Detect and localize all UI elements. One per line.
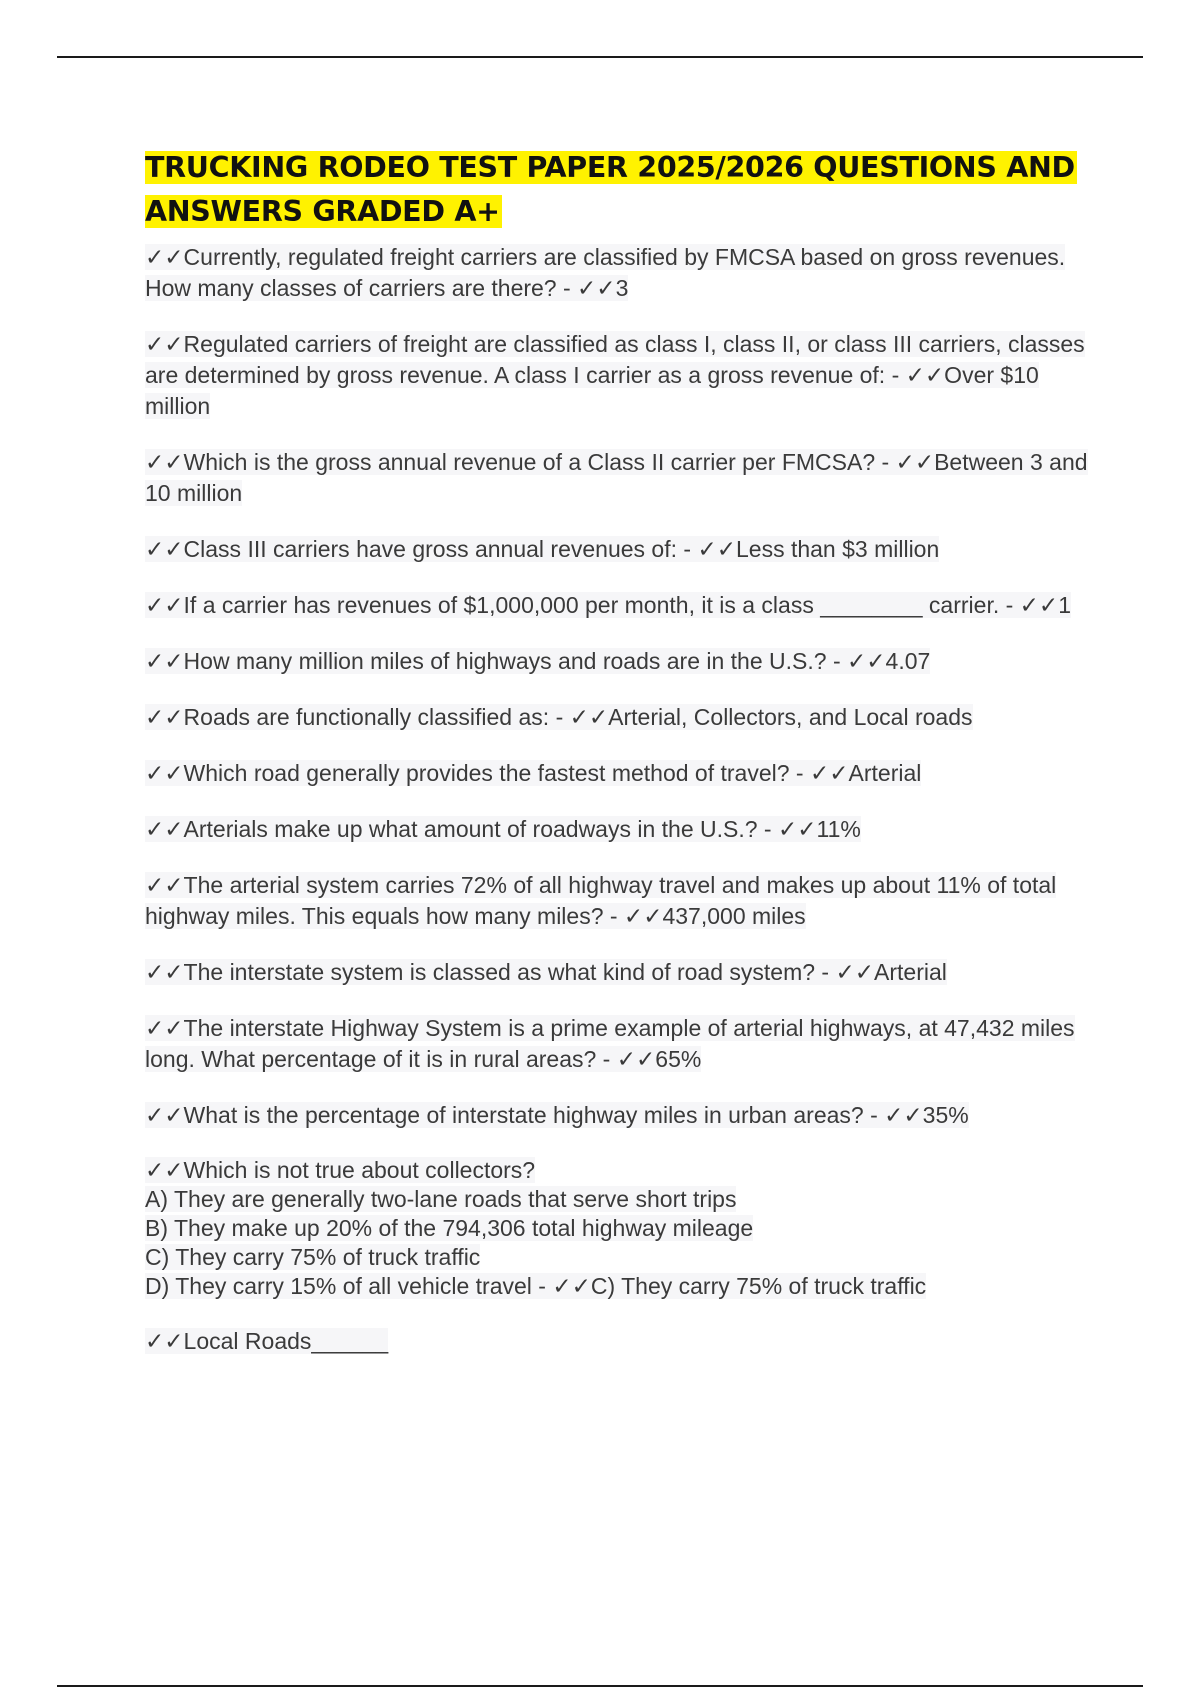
qa-line (145, 1272, 1105, 1301)
bottom-rule (57, 1685, 1143, 1687)
qa-text: ✓✓The interstate Highway System is a prime example of arterial highways, at 47,432 miles long. What percentage of it is in rural areas? - ✓✓65% (145, 1015, 1075, 1072)
choice-a: A) They are generally two-lane roads that serve short trips (145, 1186, 737, 1212)
qa-text: ✓✓How many million miles of highways and roads are in the U.S.? - ✓✓4.07 (145, 648, 931, 674)
document-title (145, 146, 1105, 234)
qa-line (145, 1214, 1105, 1243)
document-title-text: TRUCKING RODEO TEST PAPER 2025/2026 QUESTIONS AND ANSWERS GRADED A+ (145, 151, 1075, 228)
qa-text: ✓✓Currently, regulated freight carriers are classified by FMCSA based on gross revenues. How many classes of carriers are there? - ✓✓3 (145, 244, 1066, 301)
qa-question-text: ✓✓Which is not true about collectors? (145, 1157, 536, 1183)
qa-item (145, 702, 1105, 733)
qa-text: ✓✓The interstate system is classed as what kind of road system? - ✓✓Arterial (145, 959, 947, 985)
document-body (145, 146, 1105, 1382)
qa-text: ✓✓Which is the gross annual revenue of a Class II carrier per FMCSA? - ✓✓Between 3 and 10 million (145, 449, 1088, 506)
qa-line (145, 1243, 1105, 1272)
qa-item (145, 447, 1105, 509)
choice-d-and-answer: D) They carry 15% of all vehicle travel - ✓✓C) They carry 75% of truck traffic (145, 1273, 927, 1299)
qa-item (145, 1100, 1105, 1131)
qa-item (145, 590, 1105, 621)
qa-item (145, 329, 1105, 422)
choice-b: B) They make up 20% of the 794,306 total highway mileage (145, 1215, 754, 1241)
qa-text: ✓✓Class III carriers have gross annual revenues of: - ✓✓Less than $3 million (145, 536, 940, 562)
qa-item (145, 814, 1105, 845)
qa-item-multiple-choice (145, 1156, 1105, 1301)
qa-line (145, 1156, 1105, 1185)
qa-item (145, 758, 1105, 789)
qa-item (145, 242, 1105, 304)
qa-item (145, 534, 1105, 565)
qa-text: ✓✓The arterial system carries 72% of all highway travel and makes up about 11% of total highway miles. This equals how many miles? - ✓✓437,000 miles (145, 872, 1057, 929)
qa-text: ✓✓Which road generally provides the fastest method of travel? - ✓✓Arterial (145, 760, 922, 786)
qa-text: ✓✓What is the percentage of interstate highway miles in urban areas? - ✓✓35% (145, 1102, 969, 1128)
qa-text: ✓✓Arterials make up what amount of roadways in the U.S.? - ✓✓11% (145, 816, 861, 842)
qa-text: ✓✓Roads are functionally classified as: - ✓✓Arterial, Collectors, and Local roads (145, 704, 973, 730)
qa-item (145, 1013, 1105, 1075)
choice-c: C) They carry 75% of truck traffic (145, 1244, 481, 1270)
qa-text: ✓✓If a carrier has revenues of $1,000,000 per month, it is a class ________ carrier. - ✓✓1 (145, 592, 1071, 618)
top-rule (57, 56, 1143, 58)
qa-text: ✓✓Local Roads______ (145, 1328, 389, 1354)
qa-item (145, 1326, 1105, 1357)
qa-text: ✓✓Regulated carriers of freight are classified as class I, class II, or class III carriers, classes are determined by gross revenue. A class I carrier as a gross revenue of: - ✓✓Over $10 million (145, 331, 1085, 419)
qa-item (145, 957, 1105, 988)
qa-item (145, 870, 1105, 932)
qa-line (145, 1185, 1105, 1214)
qa-item (145, 646, 1105, 677)
